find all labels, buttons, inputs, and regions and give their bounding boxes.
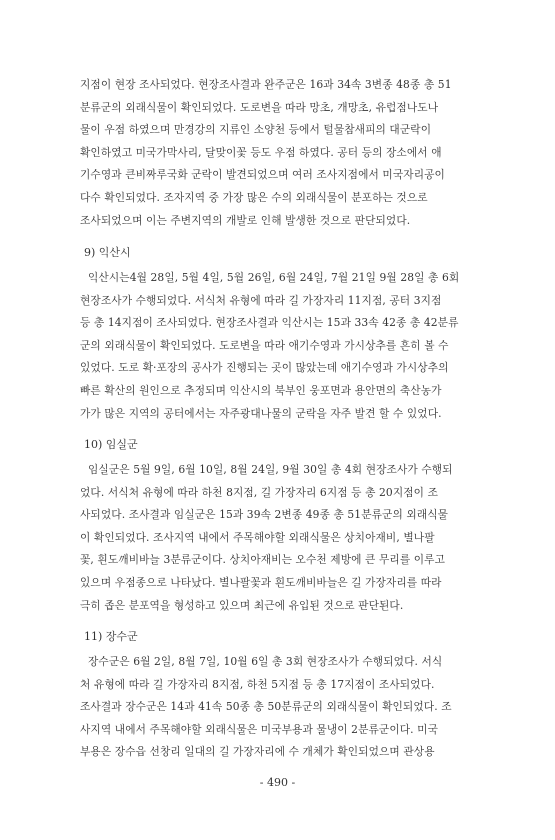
paragraph-imsil — [80, 459, 480, 617]
text-line: 있으며 우점종으로 나타났다. 별나팔꽃과 흰도깨비바늘은 길 가장자리를 따라 — [80, 575, 442, 589]
intro-paragraph — [80, 74, 480, 232]
section-heading-imsil: 10) 임실군 — [84, 438, 138, 451]
text-line: 조사결과 장수군은 14과 41속 50종 총 50분류군의 외래식물이 확인되었다. 조 — [80, 700, 452, 714]
paragraph-jangsu — [80, 651, 480, 764]
page-number: - 490 - — [259, 776, 296, 789]
text-line: 조사되었으며 이는 주변지역의 개발로 인해 발생한 것으로 판단되었다. — [80, 213, 411, 227]
text-line: 등 총 14지점이 조사되었다. 현장조사결과 익산시는 15과 33속 42종 총 42분류 — [80, 316, 459, 330]
text-line: 익산시는4월 28일, 5월 4일, 5월 26일, 6월 24일, 7월 21일 9월 28일 총 6회 — [88, 271, 460, 284]
text-line: 임실군은 5월 9일, 6월 10일, 8월 24일, 9월 30일 총 4회 현장조사가 수행되 — [88, 463, 453, 476]
text-line: 빠른 확산의 원인으로 추정되며 익산시의 북부인 웅포면과 용안면의 축산농가 — [80, 383, 442, 397]
text-line: 장수군은 6월 2일, 8월 7일, 10월 6일 총 3회 현장조사가 수행되었다. 서식 — [88, 655, 443, 668]
paragraph-iksan — [80, 267, 480, 425]
section-heading-jangsu: 11) 장수군 — [84, 630, 138, 643]
text-line: 었다. 서식처 유형에 따라 하천 8지점, 길 가장자리 6지점 등 총 20지점이 조 — [80, 485, 439, 499]
text-line: 꽃, 흰도깨비바늘 3분류군이다. 상치아재비는 오수천 제방에 큰 무리를 이루고 — [80, 553, 446, 567]
text-line: 처 유형에 따라 길 가장자리 8지점, 하천 5지점 등 총 17지점이 조사되었다. — [80, 677, 435, 691]
text-line: 있었다. 도로 확·포장의 공사가 진행되는 곳이 많았는데 애기수영과 가시상추의 — [80, 361, 449, 375]
text-line: 가가 많은 지역의 공터에서는 자주광대나물의 군락을 자주 발견 할 수 있었다. — [80, 406, 442, 420]
text-line: 분류군의 외래식물이 확인되었다. 도로변을 따라 망초, 개망초, 유럽점나도나 — [80, 100, 439, 114]
text-line: 사지역 내에서 주목해야할 외래식물은 미국부용과 물냉이 2분류군이다. 미국 — [80, 722, 439, 736]
text-line: 지점이 현장 조사되었다. 현장조사결과 완주군은 16과 34속 3변종 48종 총 51 — [80, 78, 452, 91]
section-heading-iksan: 9) 익산시 — [84, 246, 131, 259]
text-line: 부용은 장수읍 선창리 일대의 길 가장자리에 수 개체가 확인되었으며 관상용 — [80, 745, 435, 759]
text-line: 다수 확인되었다. 조자지역 중 가장 많은 수의 외래식물이 분포하는 것으로 — [80, 190, 428, 204]
text-line: 군의 외래식물이 확인되었다. 도로변을 따라 애기수영과 가시상추를 흔히 볼 수 — [80, 338, 449, 352]
text-line: 기수영과 큰비짜루국화 군락이 발견되었으며 여러 조사지점에서 미국자리공이 — [80, 168, 445, 182]
text-line: 확인하였고 미국가막사리, 달맞이꽃 등도 우점 하였다. 공터 등의 장소에서 애 — [80, 145, 442, 159]
text-line: 현장조사가 수행되었다. 서식처 유형에 따라 길 가장자리 11지점, 공터 3지점 — [80, 293, 442, 307]
text-line: 물이 우점 하였으며 만경강의 지류인 소양천 등에서 털물참새피의 대군락이 — [80, 123, 432, 137]
text-line: 극히 좁은 분포역을 형성하고 있으며 최근에 유입된 것으로 판단된다. — [80, 598, 404, 612]
text-line: 이 확인되었다. 조사지역 내에서 주목해야할 외래식물은 상치아재비, 별나팔 — [80, 530, 435, 544]
text-line: 사되었다. 조사결과 임실군은 15과 39속 2변종 49종 총 51분류군의 외래식물 — [80, 508, 449, 522]
